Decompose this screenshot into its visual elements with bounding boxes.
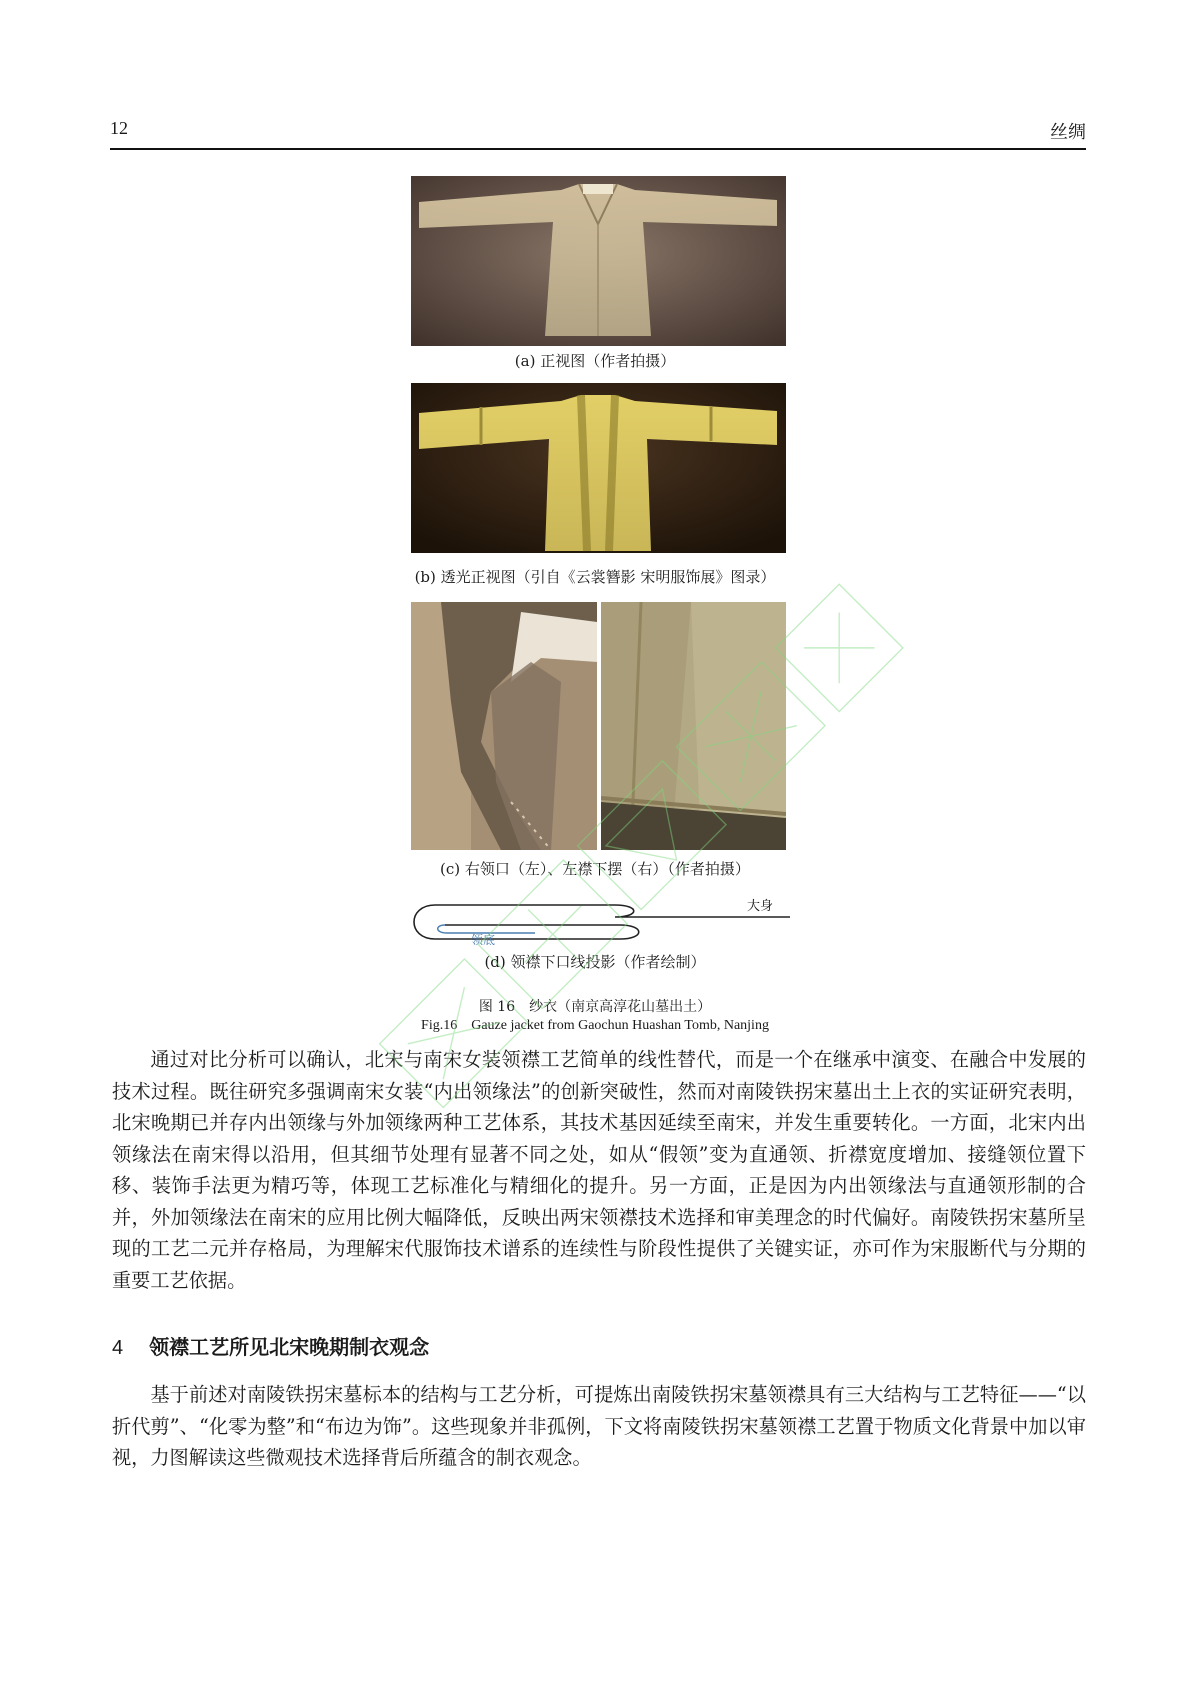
paragraph-1: 通过对比分析可以确认，北宋与南宋女装领襟工艺简单的线性替代，而是一个在继承中演变、在融合中发展的技术过程。既往研究多强调南宋女装“内出领缘法”的创新突破性，然而对南陵铁拐宋墓出土上衣的实证研究表明，北宋晚期已并存内出领缘与外加领缘两种工艺体系，其技术基因延续至南宋，并发生重要转化。一方面，北宋内出领缘法在南宋得以沿用，但其细节处理有显著不同之处，如从“假领”变为直通领、折襟宽度增加、接缝领位置下移、装饰手法更为精巧等，体现工艺标准化与精细化的提升。另一方面，正是因为内出领缘法与直通领形制的合并，外加领缘法在南宋的应用比例大幅降低，反映出两宋领襟技术选择和审美理念的时代偏好。南陵铁拐宋墓所呈现的工艺二元并存格局，为理解宋代服饰技术谱系的连续性与阶段性提供了关键实证，亦可作为宋服断代与分期的重要工艺依据。 [112, 1048, 1086, 1292]
photo-c-right-collar [411, 602, 597, 850]
photo-c-left-hem [601, 602, 786, 850]
photo-b-backlit-view [411, 383, 786, 553]
page-number: 12 [110, 118, 128, 138]
diagram-label-collar: 领底 [471, 933, 496, 945]
section-number: 4 [112, 1337, 124, 1359]
diagram-label-body: 大身 [747, 899, 774, 914]
diagram-d-collar-projection [405, 895, 795, 945]
running-header [110, 118, 1086, 148]
photo-a-front-view [411, 176, 786, 346]
journal-name: 丝绸 [1050, 122, 1086, 143]
caption-b: (b) 透光正视图（引自《云裳簪影 宋明服饰展》图录） [414, 568, 776, 586]
paragraph-2: 基于前述对南陵铁拐宋墓标本的结构与工艺分析，可提炼出南陵铁拐宋墓领襟具有三大结构与工艺特征——“以折代剪”、“化零为整”和“布边为饰”。这些现象并非孤例，下文将南陵铁拐宋墓领襟工艺置于物质文化背景中加以审视，力图解读这些微观技术选择背后所蕴含的制衣观念。 [112, 1383, 1086, 1469]
caption-a: (a) 正视图（作者拍摄） [514, 352, 676, 370]
section-title: 领襟工艺所见北宋晚期制衣观念 [149, 1335, 430, 1359]
caption-d: (d) 领襟下口线投影（作者绘制） [484, 953, 706, 971]
figure-title-en: Fig.16 Gauze jacket from Gaochun Huashan Tomb, Nanjing [421, 1018, 769, 1033]
figure-title-zh: 图 16 纱衣（南京高淳花山墓出土） [478, 999, 712, 1015]
caption-c: (c) 右领口（左）、左襟下摆（右）（作者拍摄） [440, 860, 750, 878]
section-heading [112, 1331, 429, 1360]
header-rule [110, 148, 1086, 150]
